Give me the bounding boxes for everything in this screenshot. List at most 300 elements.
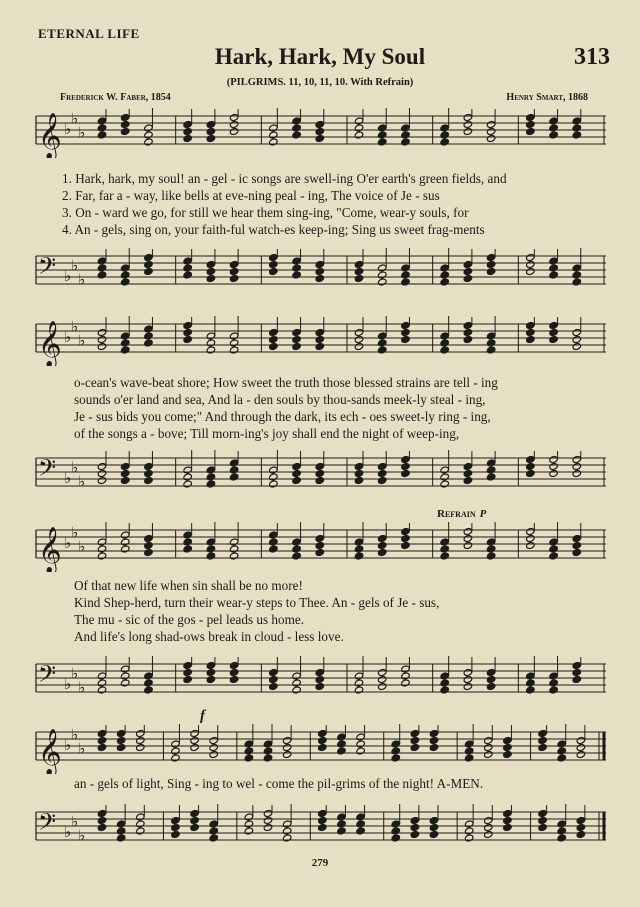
notehead-icon: [269, 124, 278, 132]
notehead-icon: [183, 121, 192, 129]
notehead-icon: [429, 817, 438, 825]
notehead-icon: [549, 336, 558, 344]
notehead-icon: [401, 278, 410, 286]
notehead-icon: [572, 264, 581, 272]
flat-icon: ♭: [78, 123, 86, 142]
notehead-icon: [440, 124, 449, 132]
notehead-icon: [526, 470, 535, 478]
notehead-icon: [229, 669, 238, 677]
notehead-icon: [292, 477, 301, 485]
notehead-icon: [354, 268, 363, 276]
notehead-icon: [97, 343, 106, 351]
notehead-icon: [206, 261, 215, 269]
notehead-icon: [378, 683, 387, 691]
bass-staff-4: [34, 804, 610, 854]
notehead-icon: [503, 810, 512, 818]
notehead-icon: [292, 336, 301, 344]
notehead-icon: [526, 456, 535, 464]
notehead-icon: [354, 545, 363, 553]
notehead-icon: [318, 824, 327, 832]
verse-line-4: an - gels of light, Sing - ing to wel - come the pil-grims of the night! A-MEN.: [74, 776, 484, 791]
notehead-icon: [171, 740, 180, 748]
notehead-icon: [557, 827, 566, 835]
notehead-icon: [144, 470, 153, 478]
notehead-icon: [144, 268, 153, 276]
notehead-icon: [206, 669, 215, 677]
notehead-icon: [557, 754, 566, 762]
notehead-icon: [526, 672, 535, 680]
notehead-icon: [378, 264, 387, 272]
bass-clef-icon: 𝄢: [38, 454, 57, 487]
notehead-icon: [206, 121, 215, 129]
notehead-icon: [486, 121, 495, 129]
notehead-icon: [538, 744, 547, 752]
notehead-icon: [486, 466, 495, 474]
notehead-icon: [269, 473, 278, 481]
notehead-icon: [97, 257, 106, 265]
notehead-icon: [486, 538, 495, 546]
verse-1-line-2: o-cean's wave-beat shore; How sweet the truth those blessed strains are tell - ing: [74, 375, 498, 390]
notehead-icon: [572, 117, 581, 125]
notehead-icon: [484, 751, 493, 759]
notehead-icon: [378, 470, 387, 478]
notehead-icon: [121, 477, 130, 485]
notehead-icon: [440, 138, 449, 146]
notehead-icon: [315, 128, 324, 136]
notehead-icon: [269, 480, 278, 488]
notehead-icon: [244, 827, 253, 835]
notehead-icon: [269, 676, 278, 684]
notehead-icon: [144, 672, 153, 680]
notehead-icon: [315, 275, 324, 283]
notehead-icon: [171, 817, 180, 825]
notehead-icon: [121, 114, 130, 122]
notehead-icon: [572, 662, 581, 670]
notehead-icon: [440, 264, 449, 272]
notehead-icon: [121, 538, 130, 546]
notehead-icon: [463, 121, 472, 129]
notehead-icon: [171, 824, 180, 832]
notehead-icon: [292, 257, 301, 265]
notehead-icon: [269, 669, 278, 677]
notehead-icon: [526, 322, 535, 330]
notehead-icon: [315, 535, 324, 543]
bass-clef-icon: 𝄢: [38, 252, 57, 285]
author-credit: Frederick W. Faber, 1854: [60, 92, 171, 103]
notehead-icon: [190, 730, 199, 738]
notehead-icon: [282, 737, 291, 745]
notehead-icon: [292, 686, 301, 694]
notehead-icon: [282, 827, 291, 835]
notehead-icon: [292, 470, 301, 478]
notehead-icon: [484, 817, 493, 825]
flat-icon: ♭: [71, 256, 79, 275]
notehead-icon: [354, 672, 363, 680]
notehead-icon: [282, 751, 291, 759]
notehead-icon: [97, 810, 106, 818]
refrain-label: [437, 505, 486, 522]
flat-icon: ♭: [78, 739, 86, 758]
verse-2-line-2: sounds o'er land and sea, And la - den souls by thou-sands meek-ly steal - ing,: [74, 392, 486, 407]
flat-icon: ♭: [64, 120, 72, 138]
notehead-icon: [354, 329, 363, 337]
notehead-icon: [315, 470, 324, 478]
notehead-icon: [209, 751, 218, 759]
notehead-icon: [401, 542, 410, 550]
page-number: 279: [311, 857, 329, 869]
notehead-icon: [378, 346, 387, 354]
notehead-icon: [429, 730, 438, 738]
notehead-icon: [526, 528, 535, 536]
notehead-icon: [116, 737, 125, 745]
notehead-icon: [97, 538, 106, 546]
notehead-icon: [116, 834, 125, 842]
notehead-icon: [97, 686, 106, 694]
notehead-icon: [144, 542, 153, 550]
notehead-icon: [526, 542, 535, 550]
notehead-icon: [549, 470, 558, 478]
notehead-icon: [183, 257, 192, 265]
flat-icon: ♭: [78, 270, 86, 289]
notehead-icon: [206, 552, 215, 560]
notehead-icon: [463, 275, 472, 283]
notehead-icon: [440, 538, 449, 546]
notehead-icon: [121, 346, 130, 354]
notehead-icon: [229, 662, 238, 670]
notehead-icon: [378, 542, 387, 550]
notehead-icon: [292, 672, 301, 680]
notehead-icon: [144, 332, 153, 340]
notehead-icon: [557, 740, 566, 748]
notehead-icon: [572, 278, 581, 286]
notehead-icon: [486, 135, 495, 143]
notehead-icon: [318, 817, 327, 825]
notehead-icon: [463, 683, 472, 691]
notehead-icon: [315, 676, 324, 684]
notehead-icon: [440, 346, 449, 354]
notehead-icon: [401, 665, 410, 673]
notehead-icon: [144, 549, 153, 557]
notehead-icon: [391, 754, 400, 762]
verse-4-line-3: And life's long shad-ows break in cloud - less love.: [74, 629, 344, 644]
notehead-icon: [526, 128, 535, 136]
flat-icon: ♭: [64, 736, 72, 754]
notehead-icon: [526, 261, 535, 269]
notehead-icon: [464, 747, 473, 755]
notehead-icon: [538, 737, 547, 745]
notehead-icon: [292, 679, 301, 687]
notehead-icon: [378, 669, 387, 677]
notehead-icon: [183, 676, 192, 684]
notehead-icon: [116, 730, 125, 738]
notehead-icon: [354, 275, 363, 283]
treble-clef-icon: 𝄞: [38, 527, 62, 572]
notehead-icon: [269, 329, 278, 337]
notehead-icon: [429, 744, 438, 752]
notehead-icon: [282, 820, 291, 828]
notehead-icon: [97, 271, 106, 279]
notehead-icon: [315, 261, 324, 269]
notehead-icon: [209, 744, 218, 752]
notehead-icon: [549, 264, 558, 272]
flat-icon: ♭: [78, 537, 86, 556]
notehead-icon: [136, 730, 145, 738]
notehead-icon: [463, 261, 472, 269]
flat-icon: ♭: [78, 331, 86, 350]
treble-clef-icon: 𝄞: [38, 321, 62, 366]
notehead-icon: [401, 138, 410, 146]
notehead-icon: [229, 128, 238, 136]
notehead-icon: [97, 817, 106, 825]
notehead-icon: [206, 332, 215, 340]
treble-staff-3: [34, 522, 610, 572]
notehead-icon: [263, 824, 272, 832]
notehead-icon: [463, 322, 472, 330]
notehead-icon: [337, 733, 346, 741]
notehead-icon: [209, 737, 218, 745]
bass-staff-2: [34, 450, 610, 500]
notehead-icon: [190, 737, 199, 745]
piano-dynamic: p: [479, 505, 487, 521]
notehead-icon: [503, 751, 512, 759]
notehead-icon: [144, 535, 153, 543]
notehead-icon: [337, 827, 346, 835]
notehead-icon: [486, 332, 495, 340]
notehead-icon: [463, 114, 472, 122]
notehead-icon: [97, 117, 106, 125]
notehead-icon: [315, 135, 324, 143]
notehead-icon: [136, 813, 145, 821]
notehead-icon: [576, 737, 585, 745]
notehead-icon: [206, 545, 215, 553]
notehead-icon: [183, 135, 192, 143]
notehead-icon: [440, 271, 449, 279]
notehead-icon: [486, 261, 495, 269]
notehead-icon: [244, 820, 253, 828]
notehead-icon: [354, 470, 363, 478]
notehead-icon: [401, 322, 410, 330]
verse-1-line-1: 1. Hark, hark, my soul! an - gel - ic songs are swell-ing O'er earth's green fields, and: [62, 171, 507, 186]
notehead-icon: [292, 117, 301, 125]
bass-clef-icon: 𝄢: [38, 808, 57, 841]
notehead-icon: [440, 473, 449, 481]
notehead-icon: [136, 737, 145, 745]
notehead-icon: [244, 813, 253, 821]
notehead-icon: [576, 831, 585, 839]
notehead-icon: [549, 672, 558, 680]
notehead-icon: [549, 552, 558, 560]
notehead-icon: [183, 271, 192, 279]
notehead-icon: [549, 538, 558, 546]
notehead-icon: [229, 538, 238, 546]
notehead-icon: [206, 538, 215, 546]
notehead-icon: [486, 346, 495, 354]
notehead-icon: [463, 463, 472, 471]
notehead-icon: [206, 662, 215, 670]
notehead-icon: [121, 121, 130, 129]
bass-staff-3: [34, 656, 610, 706]
notehead-icon: [97, 477, 106, 485]
notehead-icon: [292, 329, 301, 337]
notehead-icon: [183, 480, 192, 488]
notehead-icon: [315, 343, 324, 351]
notehead-icon: [144, 463, 153, 471]
notehead-icon: [463, 329, 472, 337]
notehead-icon: [549, 117, 558, 125]
notehead-icon: [378, 477, 387, 485]
notehead-icon: [526, 268, 535, 276]
notehead-icon: [97, 824, 106, 832]
treble-clef-icon: 𝄞: [38, 729, 62, 774]
notehead-icon: [356, 740, 365, 748]
notehead-icon: [229, 545, 238, 553]
notehead-icon: [354, 463, 363, 471]
notehead-icon: [538, 817, 547, 825]
notehead-icon: [378, 131, 387, 139]
notehead-icon: [464, 754, 473, 762]
notehead-icon: [269, 466, 278, 474]
notehead-icon: [183, 545, 192, 553]
notehead-icon: [144, 325, 153, 333]
notehead-icon: [121, 339, 130, 347]
notehead-icon: [121, 278, 130, 286]
notehead-icon: [391, 834, 400, 842]
notehead-icon: [538, 730, 547, 738]
notehead-icon: [144, 679, 153, 687]
notehead-icon: [572, 549, 581, 557]
notehead-icon: [97, 463, 106, 471]
notehead-icon: [318, 737, 327, 745]
notehead-icon: [183, 473, 192, 481]
verse-4-line-2: of the songs a - bove; Till morn-ing's joy shall end the night of weep-ing,: [74, 426, 460, 441]
notehead-icon: [572, 676, 581, 684]
notehead-icon: [484, 744, 493, 752]
notehead-icon: [269, 683, 278, 691]
notehead-icon: [315, 477, 324, 485]
notehead-icon: [337, 747, 346, 755]
notehead-icon: [378, 278, 387, 286]
notehead-icon: [464, 827, 473, 835]
notehead-icon: [183, 531, 192, 539]
notehead-icon: [292, 552, 301, 560]
notehead-icon: [229, 114, 238, 122]
flat-icon: ♭: [78, 826, 86, 845]
notehead-icon: [263, 817, 272, 825]
notehead-icon: [572, 470, 581, 478]
flat-icon: ♭: [78, 472, 86, 491]
notehead-icon: [97, 124, 106, 132]
notehead-icon: [538, 810, 547, 818]
notehead-icon: [503, 737, 512, 745]
notehead-icon: [526, 121, 535, 129]
notehead-icon: [315, 336, 324, 344]
notehead-icon: [263, 810, 272, 818]
notehead-icon: [378, 339, 387, 347]
notehead-icon: [538, 824, 547, 832]
notehead-icon: [463, 268, 472, 276]
notehead-icon: [440, 552, 449, 560]
notehead-icon: [356, 813, 365, 821]
notehead-icon: [484, 824, 493, 832]
flat-icon: ♭: [64, 469, 72, 487]
notehead-icon: [463, 477, 472, 485]
notehead-icon: [190, 817, 199, 825]
notehead-icon: [292, 264, 301, 272]
notehead-icon: [292, 463, 301, 471]
notehead-icon: [229, 275, 238, 283]
flat-icon: ♭: [71, 523, 79, 542]
notehead-icon: [229, 332, 238, 340]
notehead-icon: [97, 730, 106, 738]
notehead-icon: [269, 545, 278, 553]
notehead-icon: [263, 747, 272, 755]
tune-meter: (PILGRIMS. 11, 10, 11, 10. With Refrain): [226, 77, 414, 88]
notehead-icon: [356, 827, 365, 835]
notehead-icon: [463, 528, 472, 536]
notehead-icon: [206, 473, 215, 481]
notehead-icon: [354, 261, 363, 269]
treble-staff-4: [34, 724, 610, 774]
notehead-icon: [464, 820, 473, 828]
notehead-icon: [229, 552, 238, 560]
notehead-icon: [183, 662, 192, 670]
notehead-icon: [576, 751, 585, 759]
notehead-icon: [410, 817, 419, 825]
notehead-icon: [429, 737, 438, 745]
treble-clef-icon: 𝄞: [38, 113, 62, 158]
notehead-icon: [121, 470, 130, 478]
notehead-icon: [269, 343, 278, 351]
flat-icon: ♭: [64, 267, 72, 285]
notehead-icon: [229, 473, 238, 481]
notehead-icon: [378, 463, 387, 471]
notehead-icon: [190, 824, 199, 832]
notehead-icon: [144, 124, 153, 132]
notehead-icon: [269, 138, 278, 146]
notehead-icon: [401, 131, 410, 139]
treble-staff-1: [34, 108, 610, 158]
notehead-icon: [183, 466, 192, 474]
notehead-icon: [378, 676, 387, 684]
bass-staff-1: [34, 248, 610, 298]
notehead-icon: [572, 343, 581, 351]
notehead-icon: [410, 744, 419, 752]
notehead-icon: [97, 131, 106, 139]
notehead-icon: [463, 542, 472, 550]
notehead-icon: [206, 346, 215, 354]
notehead-icon: [401, 271, 410, 279]
notehead-icon: [97, 744, 106, 752]
notehead-icon: [526, 463, 535, 471]
notehead-icon: [269, 531, 278, 539]
notehead-icon: [183, 322, 192, 330]
notehead-icon: [97, 552, 106, 560]
notehead-icon: [401, 672, 410, 680]
notehead-icon: [526, 535, 535, 543]
notehead-icon: [183, 329, 192, 337]
verse-4-line-1: 4. An - gels, sing on, your faith-ful watch-es keep-ing; Sing us sweet frag-ments: [62, 222, 485, 237]
notehead-icon: [429, 824, 438, 832]
notehead-icon: [144, 339, 153, 347]
notehead-icon: [464, 834, 473, 842]
notehead-icon: [318, 730, 327, 738]
flat-icon: ♭: [71, 725, 79, 744]
notehead-icon: [97, 737, 106, 745]
notehead-icon: [206, 676, 215, 684]
flat-icon: ♭: [71, 109, 79, 128]
notehead-icon: [391, 740, 400, 748]
notehead-icon: [503, 744, 512, 752]
